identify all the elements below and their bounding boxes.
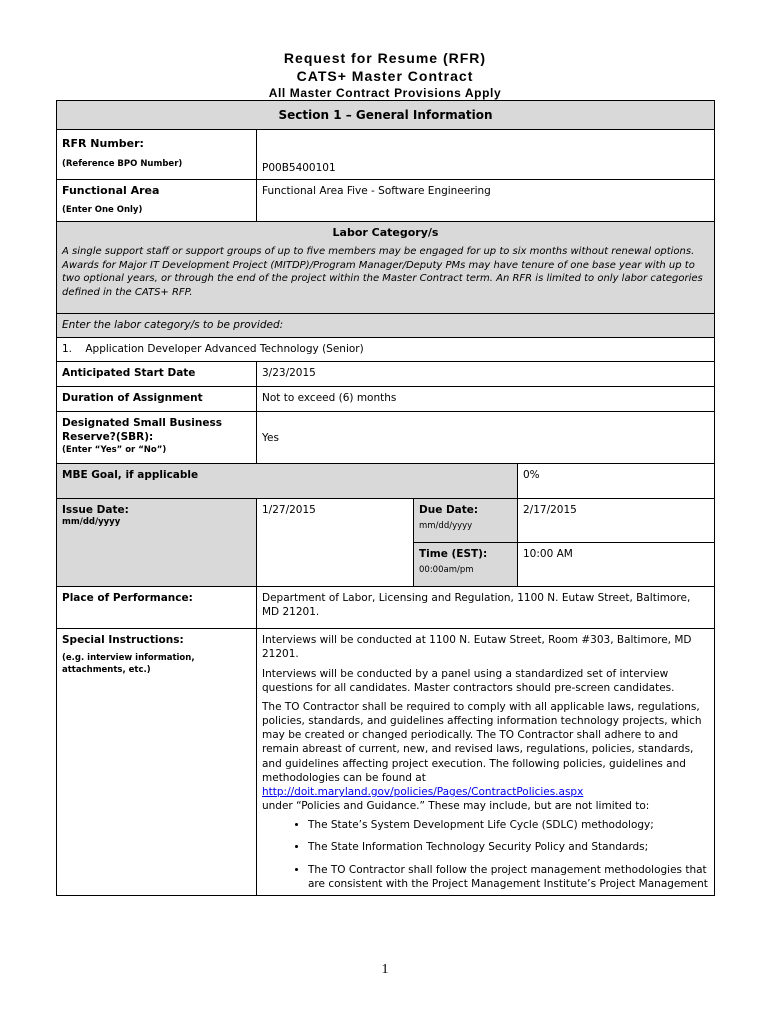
time-label: Time (EST):: [419, 548, 488, 561]
labor-item-number: 1.: [62, 343, 73, 356]
start-date-label: Anticipated Start Date: [57, 362, 257, 387]
issue-date-value: 1/27/2015: [257, 499, 414, 587]
page-number: 1: [381, 962, 389, 977]
due-date-label-cell: [414, 499, 518, 543]
place-value: Department of Labor, Licensing and Regulation, 1100 N. Eutaw Street, Baltimore, MD 21201.: [257, 587, 715, 629]
sbr-label-cell: [57, 412, 257, 464]
special-paragraph-3: The TO Contractor shall be required to comply with all applicable laws, regulations, policies, standards, and guidelines affecting information technology projects, which may be created or changed periodically. The TO Contractor shall adhere to and remain abreast of current, new, and revised laws, regulations, policies, standards, and guidelines affecting project execution. The following policies, guidelines and methodologies can be found at: [262, 700, 702, 784]
duration-value: Not to exceed (6) months: [257, 387, 715, 412]
issue-date-label: Issue Date:: [62, 504, 129, 517]
policies-link[interactable]: http://doit.maryland.gov/policies/Pages/ContractPolicies.aspx: [262, 785, 584, 798]
due-date-label: Due Date:: [419, 504, 479, 517]
special-paragraph-4: under “Policies and Guidance.” These may include, but are not limited to:: [262, 800, 650, 813]
due-date-value: 2/17/2015: [518, 499, 715, 543]
sbr-value: Yes: [257, 412, 715, 464]
time-sub: 00:00am/pm: [419, 565, 474, 576]
section-title: Section 1 – General Information: [57, 101, 715, 130]
functional-area-value: Functional Area Five - Software Engineering: [257, 180, 715, 222]
special-label: Special Instructions:: [62, 634, 184, 647]
general-info-section: [56, 100, 714, 896]
provisions-line: All Master Contract Provisions Apply: [268, 86, 502, 100]
mbe-label: MBE Goal, if applicable: [57, 464, 518, 499]
form-subtitle: CATS+ Master Contract: [296, 68, 474, 84]
labor-item-name: Application Developer Advanced Technology (Senior): [85, 343, 364, 356]
labor-category-block: [57, 222, 715, 314]
labor-item-row: [57, 338, 715, 362]
rfr-number-label: RFR Number:: [62, 137, 144, 151]
mbe-value: 0%: [518, 464, 715, 499]
form-title: Request for Resume (RFR): [283, 50, 487, 66]
list-item: • The State’s System Development Life Cycle (SDLC) methodology;: [308, 818, 709, 832]
functional-area-sub: (Enter One Only): [62, 205, 143, 216]
labor-category-description: A single support staff or support groups of up to five members may be engaged for up to six months without renewal options. Awards for Major IT Development Project (MITDP)/Program Manager/Deputy PMs may have tenure of one base year with up to two optional years, or through the end of the project within the Master Contract term. An RFR is limited to only labor categories defined in the CATS+ RFP.: [62, 246, 703, 298]
general-info-table: [56, 100, 715, 896]
functional-area-label-cell: [57, 180, 257, 222]
list-item: • The State Information Technology Security Policy and Standards;: [308, 840, 709, 854]
start-date-value: 3/23/2015: [257, 362, 715, 387]
time-value: 10:00 AM: [518, 543, 715, 587]
special-instructions: [257, 629, 715, 896]
rfr-number-label-cell: [57, 130, 257, 180]
special-label-cell: [57, 629, 257, 896]
special-paragraph-2: Interviews will be conducted by a panel using a standardized set of interview questions for all candidates. Master contractors should pre-screen candidates.: [262, 667, 675, 694]
sbr-label: Designated Small Business Reserve?(SBR):: [62, 417, 222, 444]
issue-date-sub: mm/dd/yyyy: [62, 517, 121, 528]
place-label: Place of Performance:: [57, 587, 257, 629]
policy-list: [262, 818, 709, 891]
rfr-number-sub: (Reference BPO Number): [62, 159, 183, 170]
due-date-sub: mm/dd/yyyy: [419, 521, 473, 532]
labor-enter-prompt: Enter the labor category/s to be provided:: [57, 314, 715, 338]
special-sub: (e.g. interview information, attachments, etc.): [62, 653, 195, 675]
issue-date-label-cell: [57, 499, 257, 587]
duration-label: Duration of Assignment: [57, 387, 257, 412]
rfr-number-value: P00B5400101: [257, 130, 715, 180]
list-item: • The TO Contractor shall follow the project management methodologies that are consistent with the Project Management Institute’s Project Management: [308, 863, 709, 891]
labor-category-title: Labor Category/s: [332, 226, 439, 240]
time-label-cell: [414, 543, 518, 587]
functional-area-label: Functional Area: [62, 184, 160, 198]
sbr-sub: (Enter “Yes” or “No”): [62, 444, 167, 455]
special-paragraph-1: Interviews will be conducted at 1100 N. Eutaw Street, Room #303, Baltimore, MD 21201.: [262, 634, 692, 661]
